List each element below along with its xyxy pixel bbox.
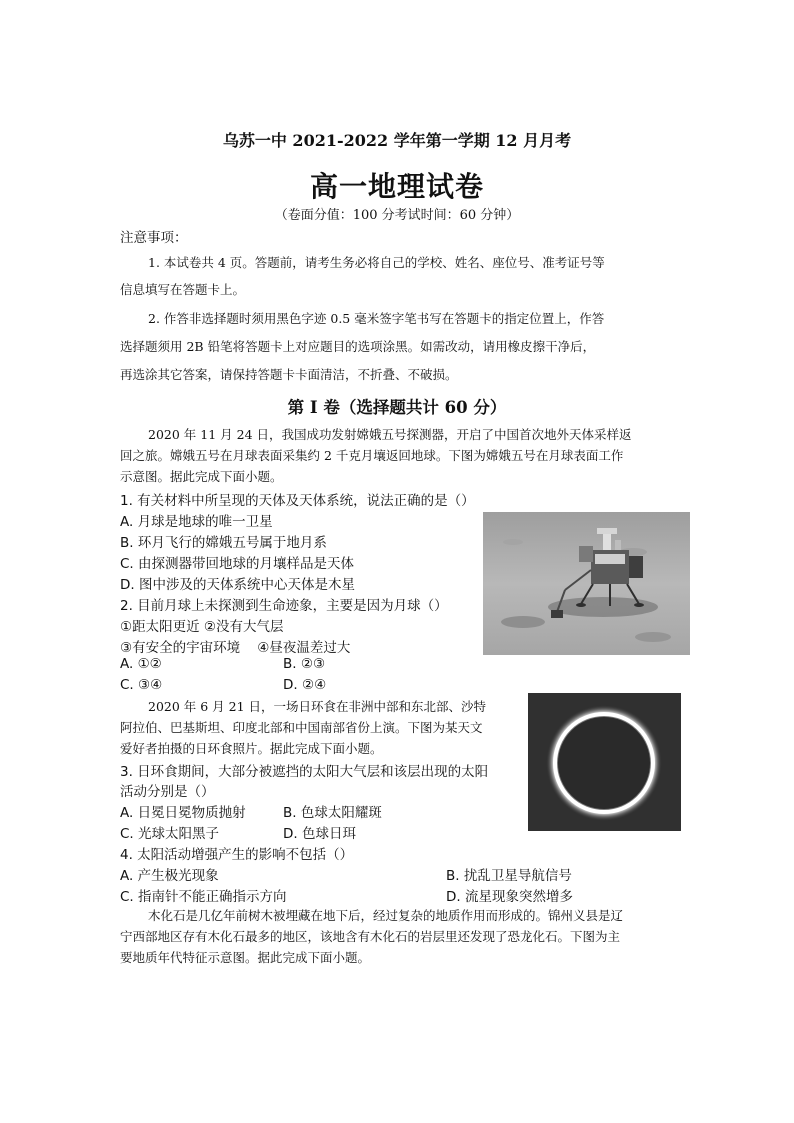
passage-line: 回之旅。嫦娥五号在月球表面采集约 2 千克月壤返回地球。下图为嫦娥五号在月球表面工作	[120, 448, 624, 463]
exam-subtitle: （卷面分值：100 分考试时间：60 分钟）	[274, 208, 520, 223]
q1-option-a: A. 月球是地球的唯一卫星	[120, 514, 273, 530]
q1-option-d: D. 图中涉及的天体系统中心天体是木星	[120, 577, 355, 593]
passage-line: 2020 年 6 月 21 日，一场日环食在非洲中部和东北部、沙特	[148, 699, 487, 714]
q2-option-b: B. ②③	[283, 656, 326, 672]
q2-items-line: ①距太阳更近 ②没有大气层	[120, 619, 284, 635]
notice-line: 再选涂其它答案，请保持答题卡卡面清洁，不折叠、不破损。	[120, 367, 458, 382]
q4-option-c: C. 指南针不能正确指示方向	[120, 889, 287, 905]
notice-line: 1. 本试卷共 4 页。答题前，请考生务必将自己的学校、姓名、座位号、准考证号等	[148, 255, 605, 270]
notice-line: 选择题须用 2B 铅笔将答题卡上对应题目的选项涂黑。如需改动，请用橡皮擦干净后，	[120, 339, 596, 354]
question-3-stem: 3. 日环食期间，大部分被遮挡的太阳大气层和该层出现的太阳	[120, 764, 489, 780]
q2-option-c: C. ③④	[120, 677, 163, 693]
question-1-stem: 1. 有关材料中所呈现的天体及天体系统，说法正确的是（）	[120, 493, 475, 509]
passage-line: 爱好者拍摄的日环食照片。据此完成下面小题。	[120, 741, 383, 756]
q4-option-a: A. 产生极光现象	[120, 868, 219, 884]
q2-option-d: D. ②④	[283, 677, 327, 693]
q1-option-c: C. 由探测器带回地球的月壤样品是天体	[120, 556, 355, 572]
q3-option-d: D. 色球日珥	[283, 826, 356, 842]
q2-items-line: ③有安全的宇宙环境 ④昼夜温差过大	[120, 640, 351, 656]
passage-line: 木化石是几亿年前树木被埋藏在地下后，经过复杂的地质作用而形成的。锦州义县是辽	[148, 908, 624, 923]
question-4-stem: 4. 太阳活动增强产生的影响不包括（）	[120, 847, 354, 863]
q4-option-d: D. 流星现象突然增多	[446, 889, 573, 905]
page-title: 高一地理试卷	[309, 170, 484, 203]
passage-line: 2020 年 11 月 24 日，我国成功发射嫦娥五号探测器，开启了中国首次地外天体采样返	[148, 427, 632, 442]
q2-option-a: A. ①②	[120, 656, 162, 672]
section-title: 第 I 卷（选择题共计 60 分）	[287, 398, 507, 417]
q3-option-c: C. 光球太阳黑子	[120, 826, 220, 842]
passage-line: 宁西部地区存有木化石最多的地区，该地含有木化石的岩层里还发现了恐龙化石。下图为主	[120, 929, 621, 944]
annular-eclipse-photo	[528, 693, 681, 831]
question-2-stem: 2. 目前月球上未探测到生命迹象，主要是因为月球（）	[120, 598, 448, 614]
passage-line: 示意图。据此完成下面小题。	[120, 469, 283, 484]
moon-lander-photo	[483, 512, 690, 655]
passage-line: 要地质年代特征示意图。据此完成下面小题。	[120, 950, 371, 965]
notice-heading: 注意事项：	[120, 230, 188, 246]
school-line: 乌苏一中 2021-2022 学年第一学期 12 月月考	[222, 131, 572, 150]
notice-line: 2. 作答非选择题时须用黑色字迹 0.5 毫米签字笔书写在答题卡的指定位置上，作答	[148, 311, 605, 326]
passage-line: 阿拉伯、巴基斯坦、印度北部和中国南部省份上演。下图为某天文	[120, 720, 483, 735]
q3-option-a: A. 日冕日冕物质抛射	[120, 805, 246, 821]
q3-option-b: B. 色球太阳耀斑	[283, 805, 382, 821]
question-3-stem: 活动分别是（）	[120, 784, 215, 800]
q1-option-b: B. 环月飞行的嫦娥五号属于地月系	[120, 535, 327, 551]
notice-line: 信息填写在答题卡上。	[120, 282, 246, 297]
q4-option-b: B. 扰乱卫星导航信号	[446, 868, 572, 884]
